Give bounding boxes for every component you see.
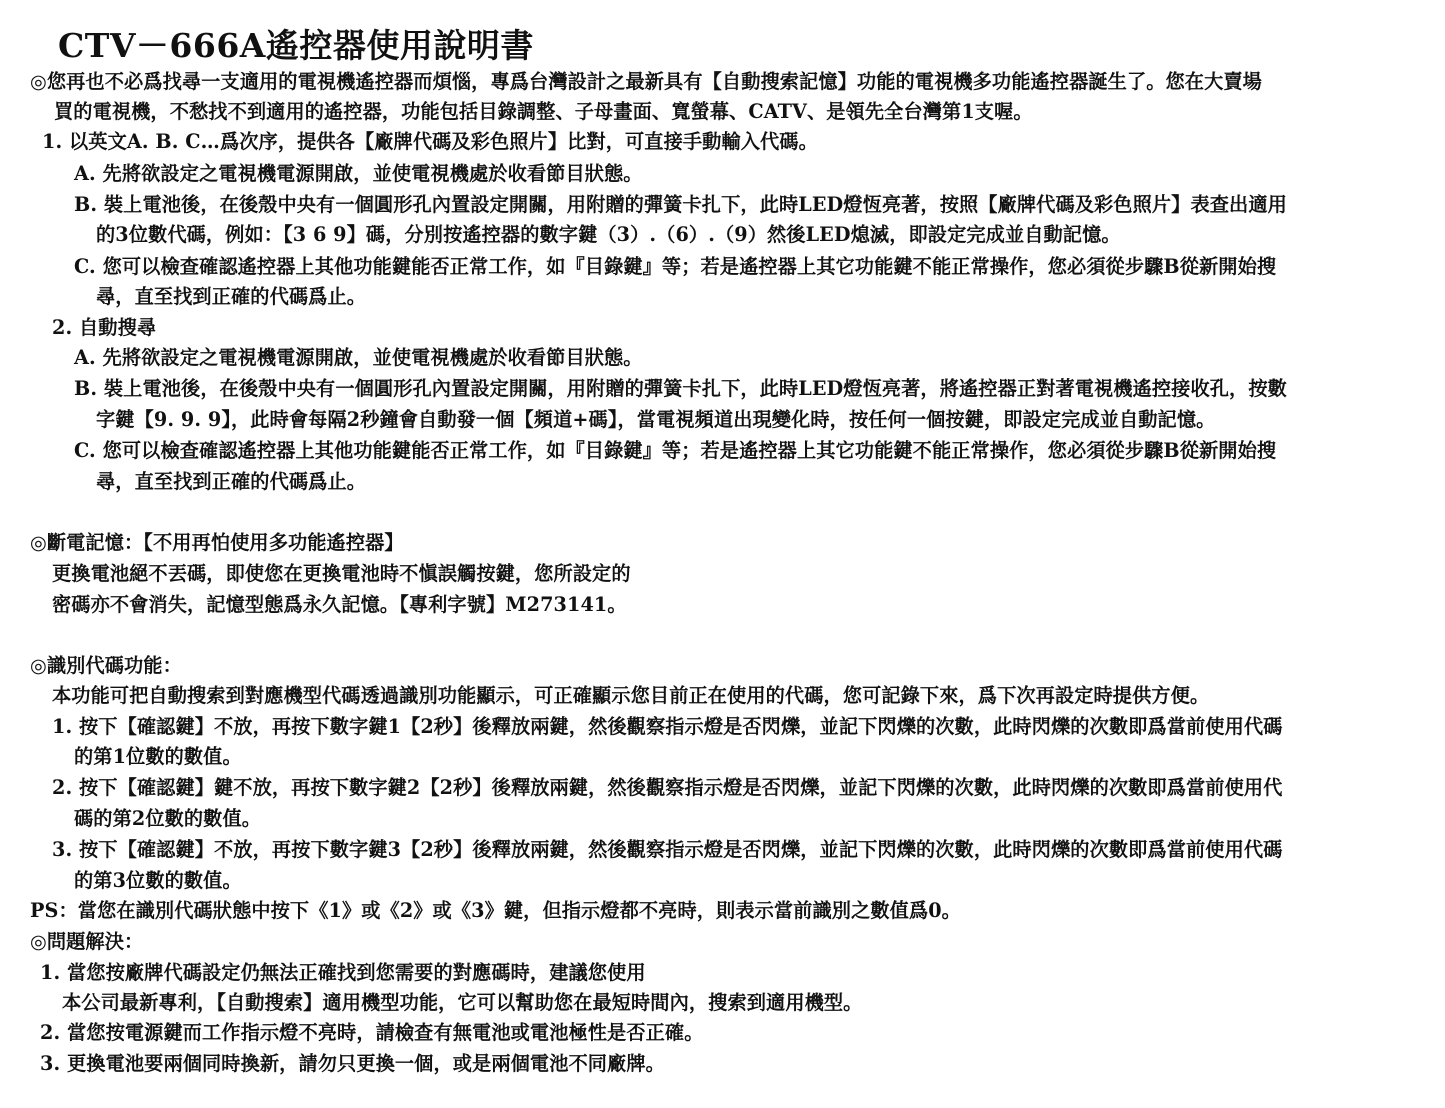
section1-step-c-line1: C. 您可以檢查確認遙控器上其他功能鍵能否正常工作，如『目錄鍵』等；若是遙控器上其它功能鍵不能正常操作，您必須從步驟B從新開始搜 — [74, 255, 1277, 278]
troubleshooting-item-1-line2: 本公司最新專利，【自動搜索】適用機型功能，它可以幫助您在最短時間內，搜索到適用機型。 — [62, 991, 863, 1014]
identify-code-heading: ◎識別代碼功能： — [30, 654, 182, 677]
section2-step-c-line2: 尋，直至找到正確的代碼爲止。 — [96, 470, 367, 493]
power-memory-line-2: 密碼亦不會消失，記憶型態爲永久記憶。【專利字號】M273141。 — [52, 593, 627, 616]
power-memory-heading: ◎斷電記憶：【不用再怕使用多功能遙控器】 — [30, 531, 404, 554]
section1-step-a: A. 先將欲設定之電視機電源開啟，並使電視機處於收看節目狀態。 — [74, 162, 643, 185]
identify-code-description: 本功能可把自動搜索到對應機型代碼透過識別功能顯示，可正確顯示您目前正在使用的代碼，您可記錄下來，爲下次再設定時提供方便。 — [52, 684, 1210, 707]
section1-step-b-line2: 的3位數代碼，例如：【3 6 9】碼，分別按遙控器的數字鍵（3）.（6）.（9）然後LED熄滅，即設定完成並自動記憶。 — [96, 223, 1121, 246]
section2-heading: 2. 自動搜尋 — [52, 316, 157, 339]
troubleshooting-item-2: 2. 當您按電源鍵而工作指示燈不亮時，請檢查有無電池或電池極性是否正確。 — [40, 1021, 704, 1044]
intro-line-2: 買的電視機，不愁找不到適用的遙控器，功能包括目錄調整、子母畫面、寬螢幕、CATV、是領先全台灣第1支喔。 — [54, 100, 1033, 123]
section2-step-c-line1: C. 您可以檢查確認遙控器上其他功能鍵能否正常工作，如『目錄鍵』等；若是遙控器上其它功能鍵不能正常操作，您必須從步驟B從新開始搜 — [74, 439, 1277, 462]
section1-heading: 1. 以英文A. B. C…爲次序，提供各【廠牌代碼及彩色照片】比對，可直接手動輸入代碼。 — [42, 130, 818, 153]
troubleshooting-item-1-line1: 1. 當您按廠牌代碼設定仍無法正確找到您需要的對應碼時，建議您使用 — [40, 961, 646, 984]
identify-step-3-line1: 3. 按下【確認鍵】不放，再按下數字鍵3【2秒】後釋放兩鍵，然後觀察指示燈是否閃爍，並記下閃爍的次數，此時閃爍的次數即爲當前使用代碼 — [52, 838, 1283, 861]
identify-step-2-line1: 2. 按下【確認鍵】鍵不放，再按下數字鍵2【2秒】後釋放兩鍵，然後觀察指示燈是否閃爍，並記下閃爍的次數，此時閃爍的次數即爲當前使用代 — [52, 776, 1283, 799]
section1-step-c-line2: 尋，直至找到正確的代碼爲止。 — [96, 285, 367, 308]
identify-step-1-line2: 的第1位數的數值。 — [74, 745, 242, 768]
section2-step-b-line1: B. 裝上電池後，在後殼中央有一個圓形孔內置設定開關，用附贈的彈簧卡扎下，此時LED燈恆亮著，將遙控器正對著電視機遙控接收孔，按數 — [74, 377, 1287, 400]
power-memory-line-1: 更換電池絕不丟碼，即使您在更換電池時不愼誤觸按鍵，您所設定的 — [52, 562, 631, 585]
section2-step-b-line2: 字鍵【9. 9. 9】，此時會每隔2秒鐘會自動發一個【頻道+碼】，當電視頻道出現變化時，按任何一個按鍵，即設定完成並自動記憶。 — [96, 408, 1216, 431]
identify-step-1-line1: 1. 按下【確認鍵】不放，再按下數字鍵1【2秒】後釋放兩鍵，然後觀察指示燈是否閃爍，並記下閃爍的次數，此時閃爍的次數即爲當前使用代碼 — [52, 715, 1283, 738]
identify-step-2-line2: 碼的第2位數的數值。 — [74, 807, 262, 830]
troubleshooting-item-3: 3. 更換電池要兩個同時換新，請勿只更換一個，或是兩個電池不同廠牌。 — [40, 1052, 665, 1075]
identify-ps-note: PS：當您在識別代碼狀態中按下《1》或《2》或《3》鍵，但指示燈都不亮時，則表示當前識別之數值爲0。 — [30, 899, 961, 922]
intro-line-1: ◎您再也不必爲找尋一支適用的電視機遙控器而煩惱，專爲台灣設計之最新具有【自動搜索記憶】功能的電視機多功能遙控器誕生了。您在大賣場 — [30, 70, 1262, 93]
section2-step-a: A. 先將欲設定之電視機電源開啟，並使電視機處於收看節目狀態。 — [74, 346, 643, 369]
section1-step-b-line1: B. 裝上電池後，在後殼中央有一個圓形孔內置設定開關，用附贈的彈簧卡扎下，此時LED燈恆亮著，按照【廠牌代碼及彩色照片】表查出適用 — [74, 193, 1287, 216]
identify-step-3-line2: 的第3位數的數值。 — [74, 869, 242, 892]
document-title: CTV－666A遙控器使用說明書 — [58, 26, 534, 65]
troubleshooting-heading: ◎問題解決： — [30, 930, 144, 953]
